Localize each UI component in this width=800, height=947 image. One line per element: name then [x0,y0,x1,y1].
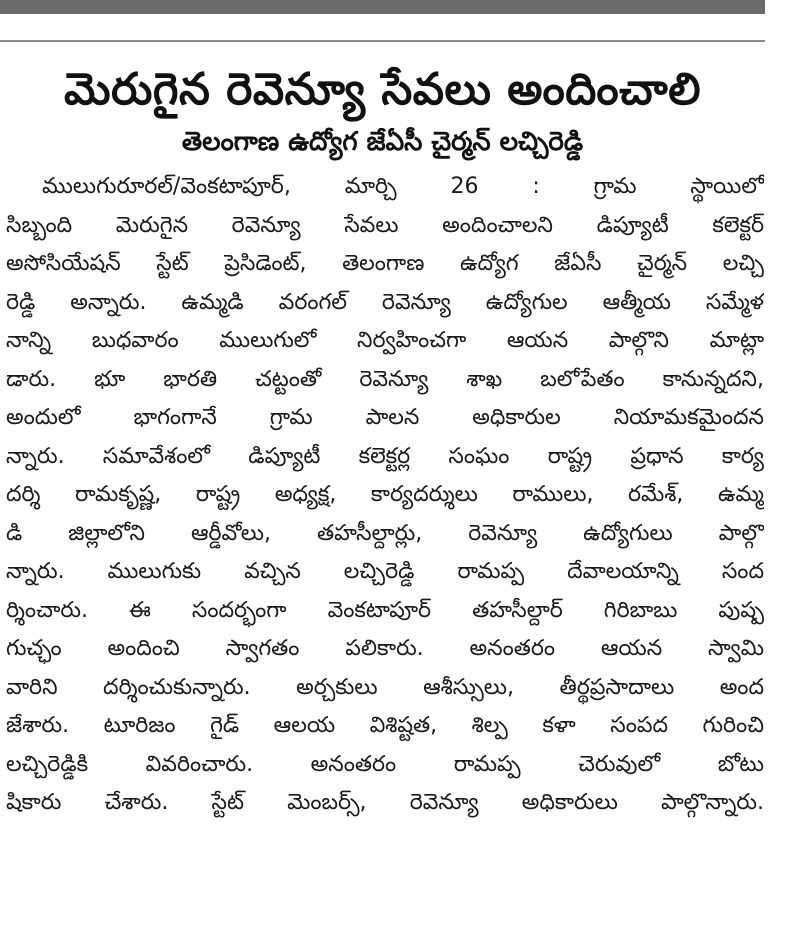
body-line: డి జిల్లాలోని ఆర్డీవోలు, తహసీల్దార్లు, రెవెన్యూ ఉద్యోగులు పాల్గొ [6,520,764,546]
body-line: దర్శి రామకృష్ణ, రాష్ట్ర అధ్యక్ష, కార్యదర్శులు రాములు, రమేశ్, ఉమ్మ [6,482,764,507]
body-line: షికారు చేశారు. స్టేట్ మెంబర్స్, రెవెన్యూ అధికారులు పాల్గొన్నారు. [6,790,764,815]
body-line: అందులో భాగంగానే గ్రామ పాలన అధికారుల నియామకమైందన [6,405,764,430]
article-subheadline: తెలంగాణ ఉద్యోగ జేఏసీ చైర్మన్ లచ్చిరెడ్డి [181,127,584,157]
body-line: అసోసియేషన్ స్టేట్ ప్రెసిడెంట్, తెలంగాణ ఉద్యోగ జేఏసీ చైర్మన్ లచ్చి [6,251,764,276]
body-line: ములుగురూరల్/వెంకటాపూర్, మార్చి 26 : గ్రామ స్థాయిలో [42,174,764,199]
page-right-margin [765,0,800,947]
body-line: నాన్ని బుధవారం ములుగులో నిర్వహించగా ఆయన పాల్గొని మాట్లా [6,328,764,353]
body-line: ర్శించారు. ఈ సందర్భంగా వెంకటాపూర్ తహసీల్దార్ గిరిబాబు పుష్ప [6,597,764,623]
body-line: వారిని దర్శించుకున్నారు. అర్చకులు ఆశీస్సులు, తీర్థప్రసాదాలు అంద [6,674,764,700]
body-line: న్నారు. సమావేశంలో డిప్యూటీ కలెక్టర్ల సంఘం రాష్ట్ర ప్రధాన కార్య [6,443,764,469]
article-body [6,168,764,823]
body-line: సిబ్బంది మెరుగైన రెవెన్యూ సేవలు అందించాలని డిప్యూటీ కలెక్టర్ [6,212,764,238]
body-line: న్నారు. ములుగుకు వచ్చిన లచ్చిరెడ్డి రామప్ప దేవాలయాన్ని సంద [6,559,764,584]
body-line: డారు. భూ భారతి చట్టంతో రెవెన్యూ శాఖ బలోపేతం కానున్నదని, [6,366,764,392]
body-line: లచ్చిరెడ్డికి వివరించారు. అనంతరం రామప్ప చెరువులో బోటు [6,751,764,777]
body-line: జేశారు. టూరిజం గైడ్ ఆలయ విశిష్టత, శిల్ప కళా సంపద గురించి [6,713,764,738]
article-headline: మెరుగైన రెవెన్యూ సేవలు అందించాలి [64,64,701,115]
body-line: రెడ్డి అన్నారు. ఉమ్మడి వరంగల్ రెవెన్యూ ఉద్యోగుల ఆత్మీయ సమ్మేళ [6,289,764,315]
top-gray-bar [0,0,765,14]
body-line: గుచ్ఛం అందించి స్వాగతం పలికారు. అనంతరం ఆయన స్వామి [6,636,764,661]
header-divider [0,40,765,42]
